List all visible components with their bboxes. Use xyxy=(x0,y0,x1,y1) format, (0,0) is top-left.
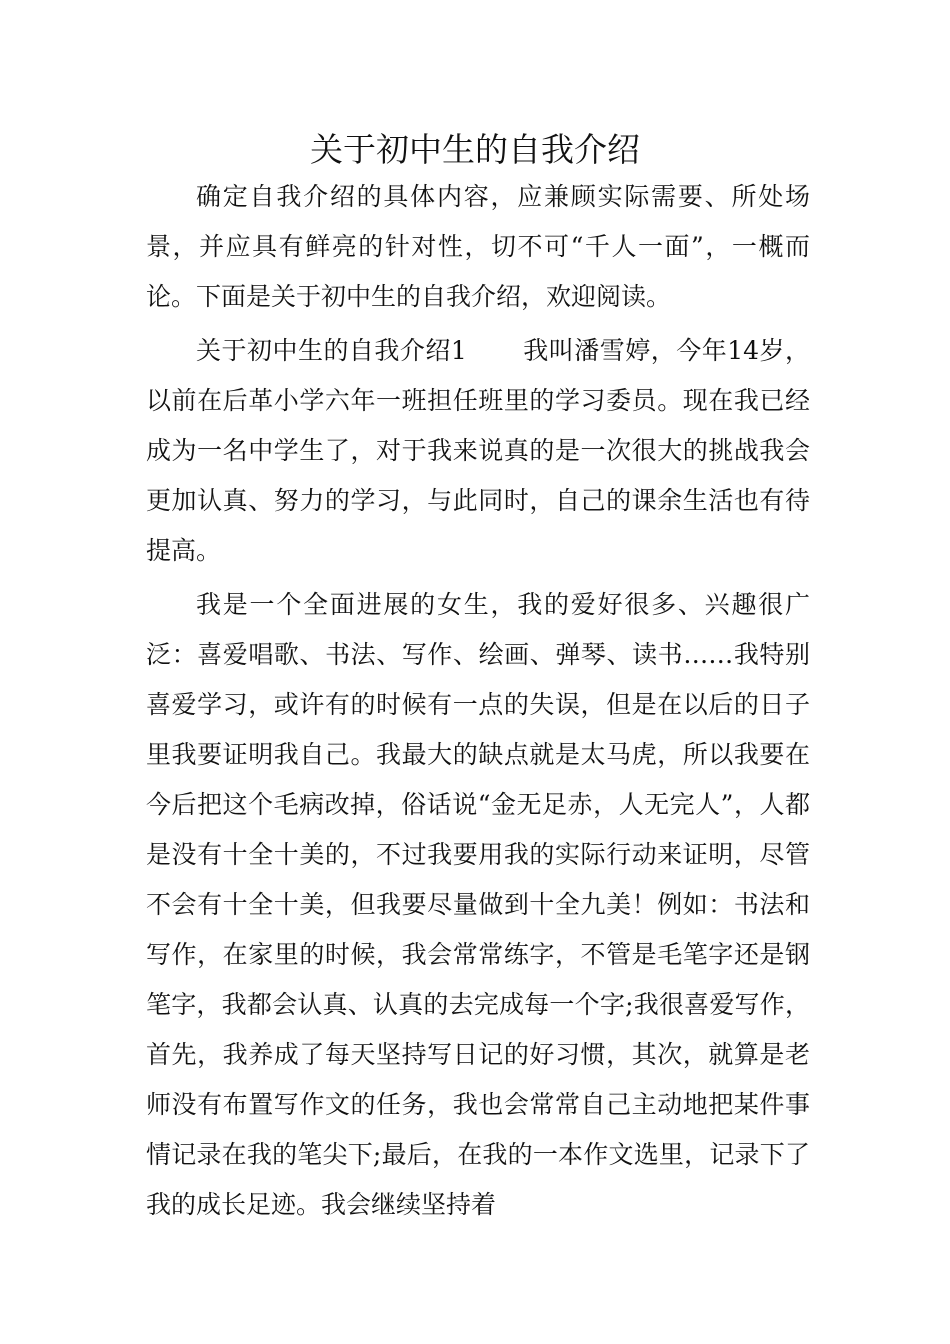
paragraph-section-1 xyxy=(146,326,810,576)
paragraph-hobbies-text: 我是一个全面进展的女生，我的爱好很多、兴趣很广泛：喜爱唱歌、书法、写作、绘画、弹琴、读书……我特别喜爱学习，或许有的时候有一点的失误，但是在以后的日子里我要证明我自己。我最大的缺点就是太马虎，所以我要在今后把这个毛病改掉，俗话说“金无足赤，人无完人”，人都是没有十全十美的，不过我要用我的实际行动来证明，尽管不会有十全十美，但我要尽量做到十全九美！例如：书法和写作，在家里的时候，我会常常练字，不管是毛笔字还是钢笔字，我都会认真、认真的去完成每一个字;我很喜爱写作，首先，我养成了每天坚持写日记的好习惯，其次，就算是老师没有布置写作文的任务，我也会常常自己主动地把某件事情记录在我的笔尖下;最后，在我的一本作文选里，记录下了我的成长足迹。我会继续坚持着 xyxy=(146,590,810,1219)
document-title: 关于初中生的自我介绍 xyxy=(310,130,640,169)
paragraph-intro-text: 确定自我介绍的具体内容，应兼顾实际需要、所处场景，并应具有鲜亮的针对性，切不可“千人一面”，一概而论。下面是关于初中生的自我介绍，欢迎阅读。 xyxy=(146,182,810,311)
document-body xyxy=(146,172,810,1230)
paragraph-intro xyxy=(146,172,810,322)
section-1-heading: 关于初中生的自我介绍1 xyxy=(196,336,467,365)
section-1-text: 我叫潘雪婷，今年14岁，以前在后革小学六年一班担任班里的学习委员。现在我已经成为一名中学生了，对于我来说真的是一次很大的挑战我会更加认真、努力的学习，与此同时，自己的课余生活也有待提高。 xyxy=(146,336,810,565)
paragraph-hobbies xyxy=(146,580,810,1230)
